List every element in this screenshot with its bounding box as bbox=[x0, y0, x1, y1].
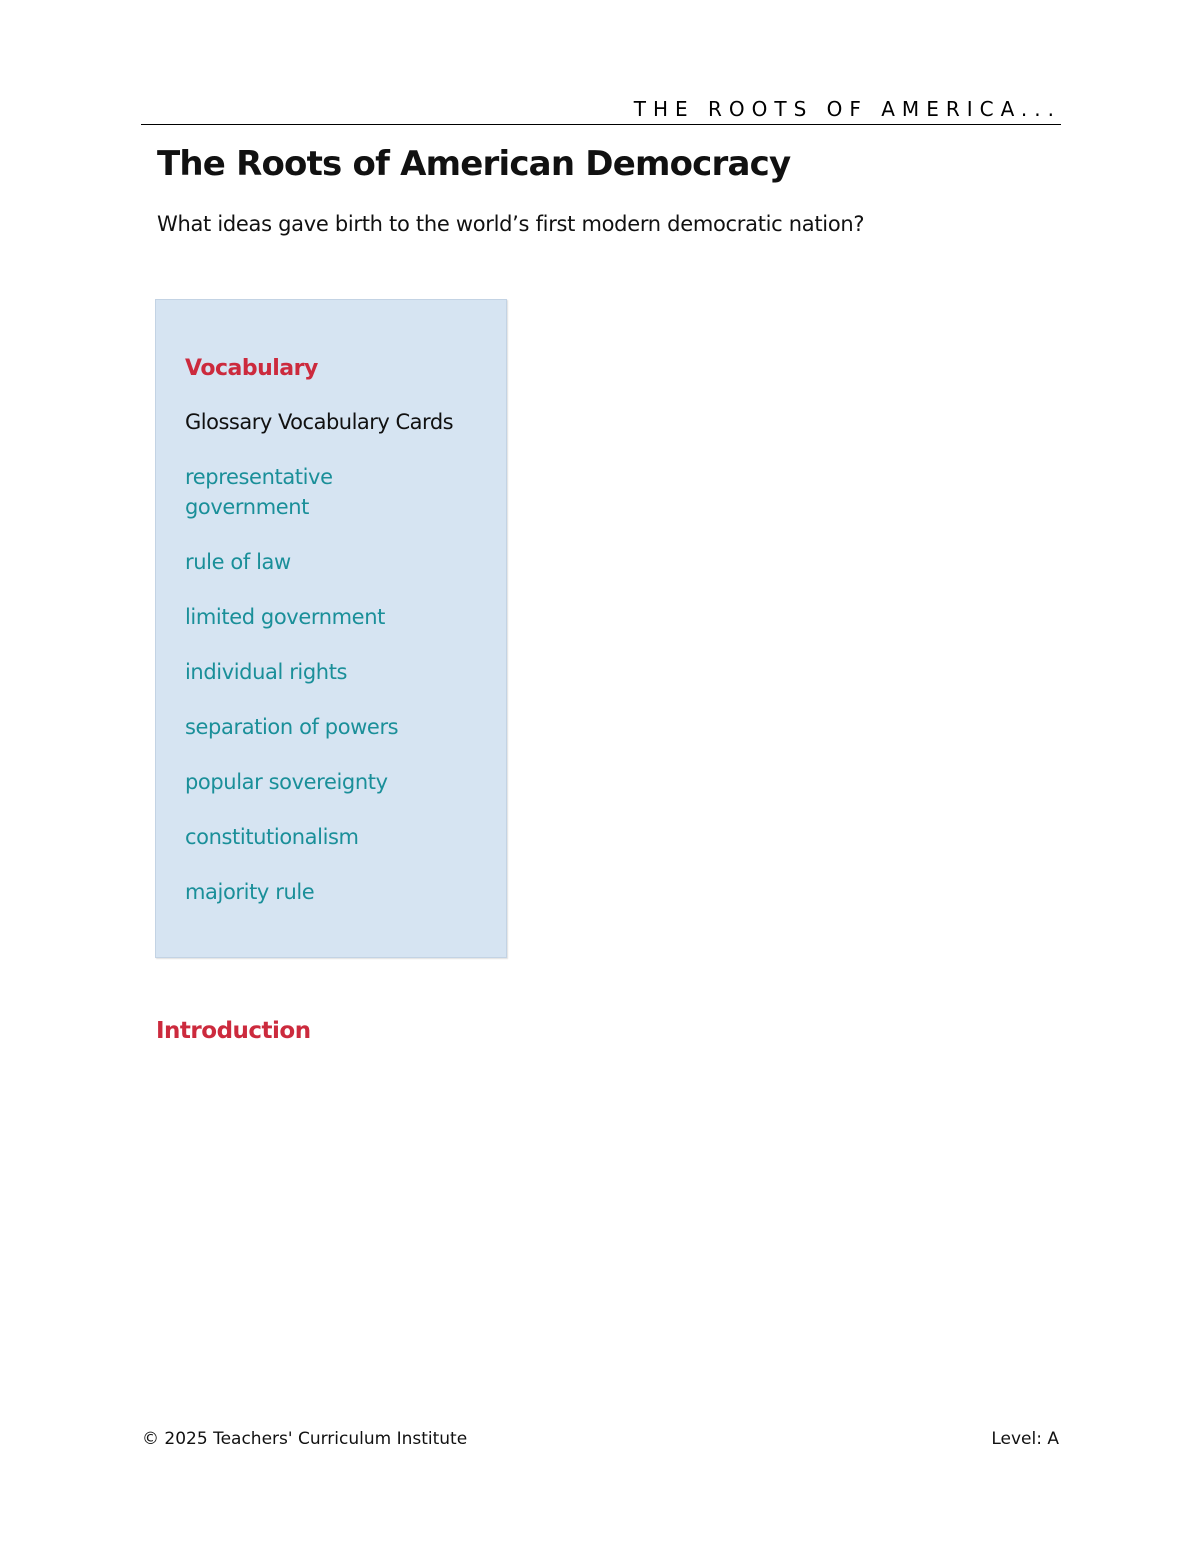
vocab-term-constitutionalism[interactable]: constitutionalism bbox=[185, 825, 359, 849]
vocab-term-popular-sovereignty[interactable]: popular sovereignty bbox=[185, 770, 388, 794]
vocab-term-individual-rights[interactable]: individual rights bbox=[185, 660, 348, 684]
footer-level: Level: A bbox=[991, 1429, 1059, 1449]
footer-copyright: © 2025 Teachers' Curriculum Institute bbox=[142, 1429, 468, 1449]
glossary-vocabulary-cards-label: Glossary Vocabulary Cards bbox=[185, 410, 454, 434]
page-title: The Roots of American Democracy bbox=[157, 144, 791, 184]
vocabulary-heading: Vocabulary bbox=[185, 356, 318, 381]
running-header-title: THE ROOTS OF AMERICA... bbox=[141, 96, 1061, 125]
vocabulary-box bbox=[155, 299, 507, 958]
vocab-term-limited-government[interactable]: limited government bbox=[185, 605, 385, 629]
vocab-term-majority-rule[interactable]: majority rule bbox=[185, 880, 315, 904]
vocab-term-representative-government[interactable]: representative government bbox=[185, 465, 333, 519]
vocab-term-separation-of-powers[interactable]: separation of powers bbox=[185, 715, 399, 739]
introduction-heading: Introduction bbox=[156, 1018, 311, 1044]
vocab-term-rule-of-law[interactable]: rule of law bbox=[185, 550, 291, 574]
vocabulary-term-list bbox=[185, 462, 485, 932]
essential-question: What ideas gave birth to the world’s first modern democratic nation? bbox=[157, 212, 865, 236]
